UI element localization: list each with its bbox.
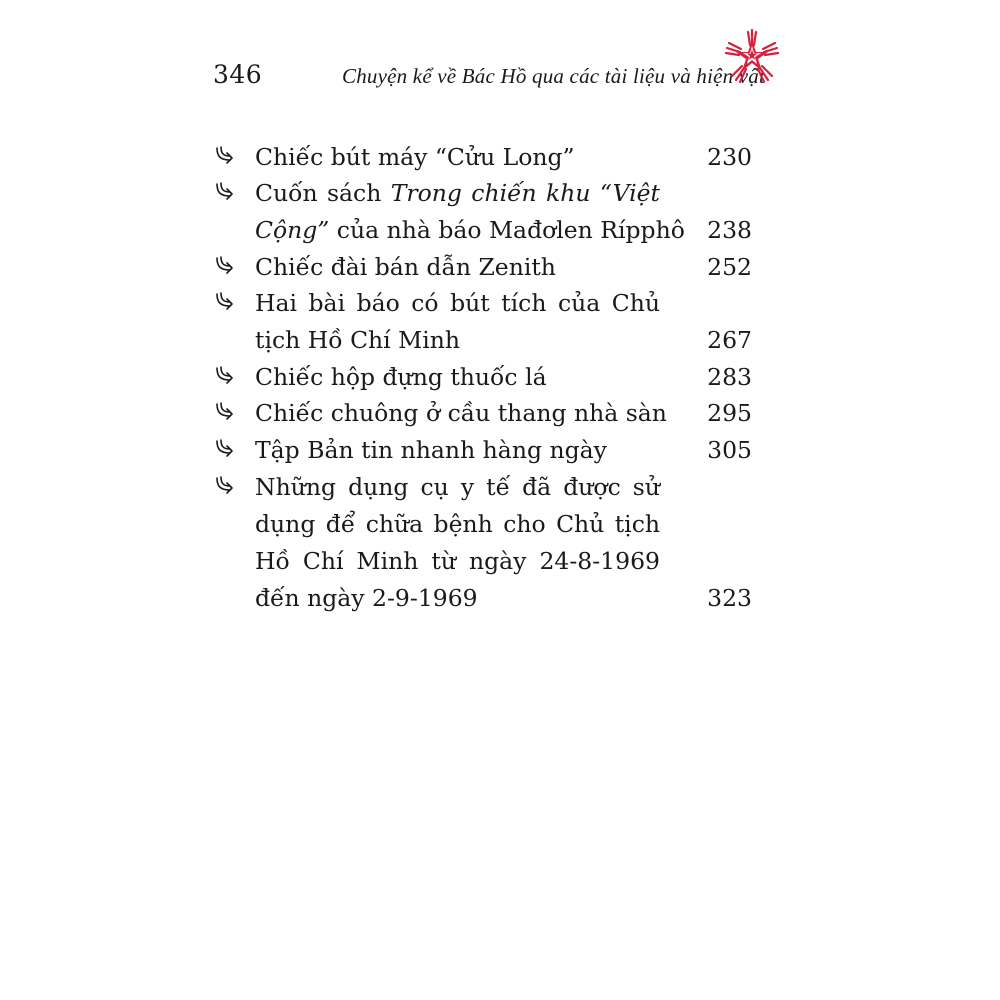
toc-entry-title-continued bbox=[255, 215, 685, 245]
toc-entry-title: Hai bài báo có bút tích của Chủ bbox=[255, 289, 660, 317]
curved-arrow-bullet-icon bbox=[212, 180, 238, 206]
curved-arrow-bullet-icon bbox=[212, 400, 238, 426]
curved-arrow-bullet-icon bbox=[212, 290, 238, 316]
toc-entry-title-continued: đến ngày 2-9-1969 bbox=[255, 584, 478, 612]
toc-entry-page: 252 bbox=[707, 253, 752, 281]
toc-entry-title: Chiếc chuông ở cầu thang nhà sàn bbox=[255, 399, 667, 427]
toc-entry-title-italic: Cộng” bbox=[255, 216, 330, 244]
toc-entry-title-text: Cuốn sách bbox=[255, 179, 391, 207]
toc-entry-title: Những dụng cụ y tế đã được sử bbox=[255, 473, 660, 501]
toc-entry-title-italic: Trong chiến khu “Việt bbox=[390, 179, 660, 207]
curved-arrow-bullet-icon bbox=[212, 437, 238, 463]
toc-entry-title-continued: dụng để chữa bệnh cho Chủ tịch bbox=[255, 510, 660, 538]
toc-entry-page: 238 bbox=[707, 216, 752, 244]
toc-entry-page: 305 bbox=[707, 436, 752, 464]
toc-entry-page: 295 bbox=[707, 399, 752, 427]
toc-entry-title-continued: tịch Hồ Chí Minh bbox=[255, 326, 461, 354]
toc-entry-page: 230 bbox=[707, 143, 752, 171]
toc-entry-page: 267 bbox=[707, 326, 752, 354]
toc-entry-title bbox=[255, 178, 660, 208]
toc-entry-title-text: của nhà báo Mađơlen Rípphô bbox=[329, 216, 685, 244]
curved-arrow-bullet-icon bbox=[212, 364, 238, 390]
toc-entry-title: Chiếc bút máy “Cửu Long” bbox=[255, 143, 575, 171]
curved-arrow-bullet-icon bbox=[212, 254, 238, 280]
toc-entry-title-continued: Hồ Chí Minh từ ngày 24-8-1969 bbox=[255, 547, 660, 575]
toc-entry-title: Chiếc hộp đựng thuốc lá bbox=[255, 363, 547, 391]
curved-arrow-bullet-icon bbox=[212, 144, 238, 170]
toc-entry-title: Chiếc đài bán dẫn Zenith bbox=[255, 253, 556, 281]
toc-entry-title: Tập Bản tin nhanh hàng ngày bbox=[255, 436, 607, 464]
curved-arrow-bullet-icon bbox=[212, 474, 238, 500]
running-head: Chuyện kể về Bác Hồ qua các tài liệu và hiện vật bbox=[342, 64, 766, 88]
toc-entry-page: 323 bbox=[707, 584, 752, 612]
toc-entry-page: 283 bbox=[707, 363, 752, 391]
page-number: 346 bbox=[213, 60, 263, 89]
